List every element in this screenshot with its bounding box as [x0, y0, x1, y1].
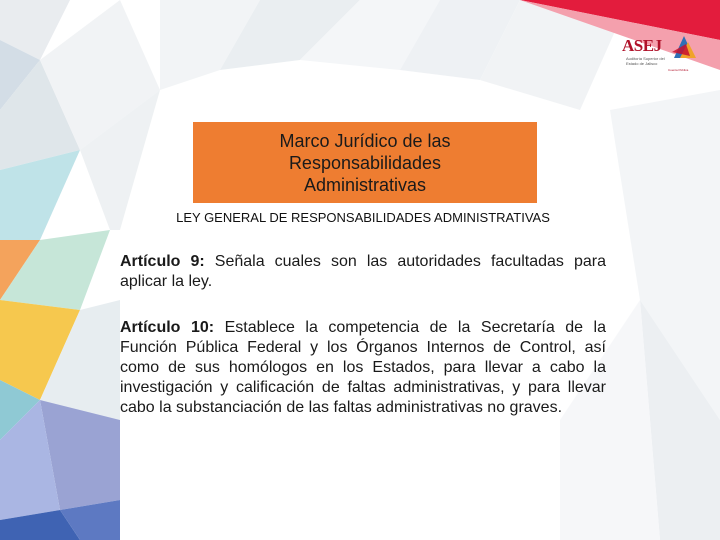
logo-subtext: Auditoría Superior del Estado de Jalisco [626, 56, 665, 66]
logo-wordmark: ASEJ [622, 36, 662, 55]
logo-tagline: Cuenta Pública [668, 68, 689, 72]
law-name-subtitle: LEY GENERAL DE RESPONSABILIDADES ADMINISTRATIVAS [176, 210, 550, 225]
article-label: Artículo 9: [120, 253, 205, 270]
article-9-paragraph [120, 252, 606, 292]
article-label: Artículo 10: [120, 319, 215, 336]
asej-logo [622, 32, 702, 82]
slide-title: Marco Jurídico de las Responsabilidades Administrativas [279, 130, 451, 195]
article-10-paragraph [120, 318, 606, 418]
article-text: Señala cuales son las autoridades facultadas para aplicar la ley. [120, 253, 607, 290]
title-box [193, 122, 537, 203]
article-text: Establece la competencia de la Secretaría de la Función Pública Federal y los Órganos Internos de Control, así como de sus homólogos en los Estados, para llevar a cabo la investigación y calificación de faltas administrativas, y para llevar cabo la substanciación de las faltas administrativas no graves. [120, 319, 607, 416]
